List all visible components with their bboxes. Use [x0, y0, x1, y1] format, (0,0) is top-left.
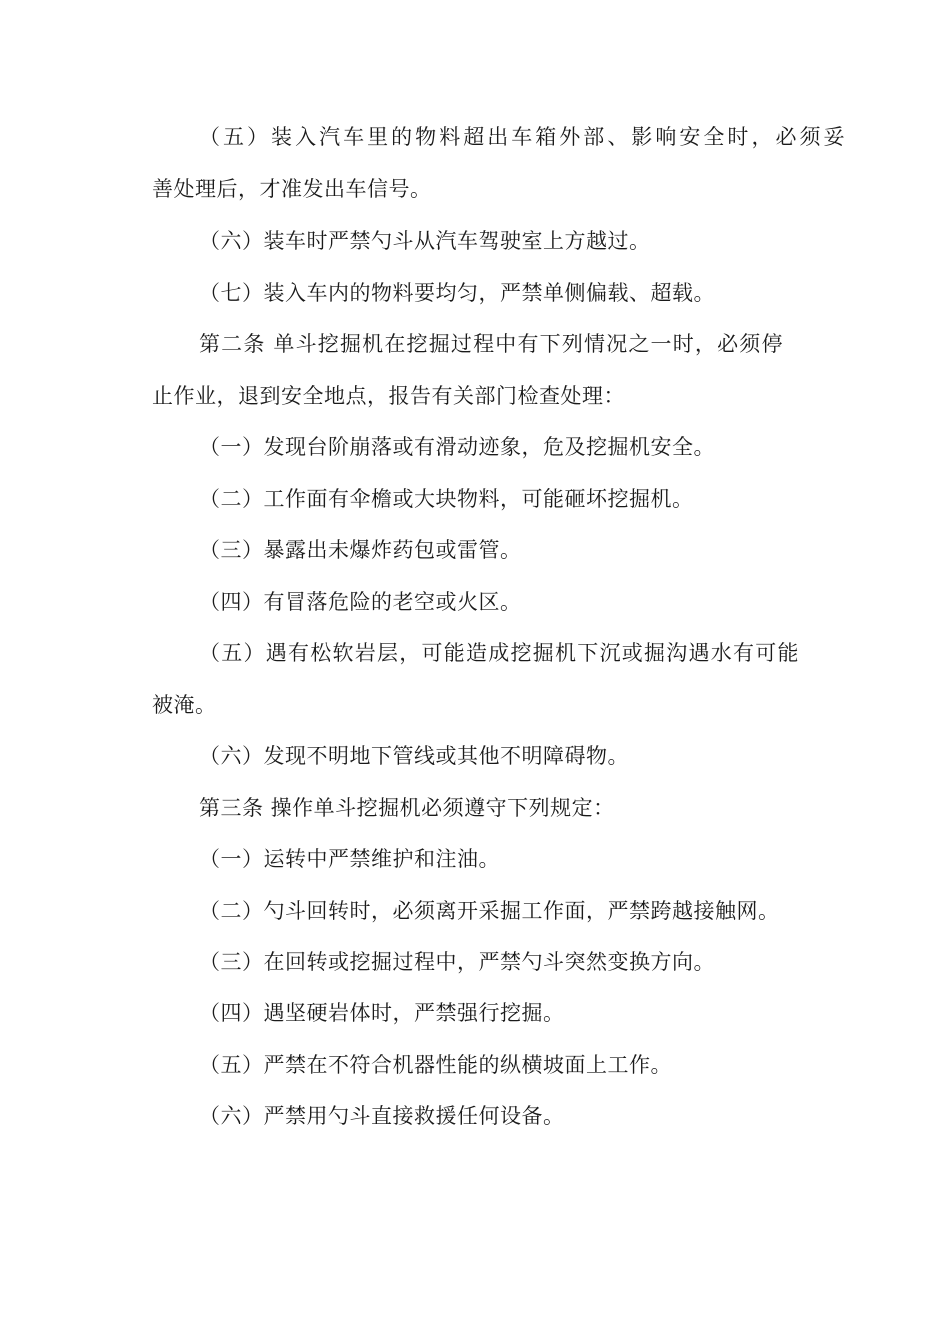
- paragraph-line: （七）装入车内的物料要均匀，严禁单侧偏载、超载。: [199, 281, 715, 305]
- paragraph-line: 止作业，退到安全地点，报告有关部门检查处理：: [152, 384, 625, 408]
- paragraph-line: （四）有冒落危险的老空或火区。: [199, 590, 522, 614]
- paragraph-line: （三）在回转或挖掘过程中，严禁勺斗突然变换方向。: [199, 950, 715, 974]
- paragraph-line: （六）装车时严禁勺斗从汽车驾驶室上方越过。: [199, 229, 651, 253]
- paragraph-line: （五）遇有松软岩层，可能造成挖掘机下沉或掘沟遇水有可能: [199, 641, 799, 665]
- paragraph-line: （五）严禁在不符合机器性能的纵横坡面上工作。: [199, 1053, 672, 1077]
- paragraph-line: （二）工作面有伞檐或大块物料，可能砸坏挖掘机。: [199, 487, 694, 511]
- paragraph-line: 被淹。: [152, 693, 217, 717]
- paragraph-line: （一）运转中严禁维护和注油。: [199, 847, 500, 871]
- paragraph-line: （二）勺斗回转时，必须离开采掘工作面，严禁跨越接触网。: [199, 899, 780, 923]
- paragraph-line: （一）发现台阶崩落或有滑动迹象，危及挖掘机安全。: [199, 435, 715, 459]
- paragraph-line: （四）遇坚硬岩体时，严禁强行挖掘。: [199, 1001, 565, 1025]
- paragraph-line: （六）严禁用勺斗直接救援任何设备。: [199, 1104, 565, 1128]
- paragraph-line: （五）装入汽车里的物料超出车箱外部、影响安全时，必须妥: [199, 125, 845, 149]
- article-heading-line: 第三条 操作单斗挖掘机必须遵守下列规定：: [199, 796, 615, 820]
- paragraph-line: （三）暴露出未爆炸药包或雷管。: [199, 538, 522, 562]
- paragraph-line: （六）发现不明地下管线或其他不明障碍物。: [199, 744, 629, 768]
- paragraph-line: 善处理后，才准发出车信号。: [152, 177, 432, 201]
- article-heading-line: 第二条 单斗挖掘机在挖掘过程中有下列情况之一时，必须停: [199, 332, 783, 356]
